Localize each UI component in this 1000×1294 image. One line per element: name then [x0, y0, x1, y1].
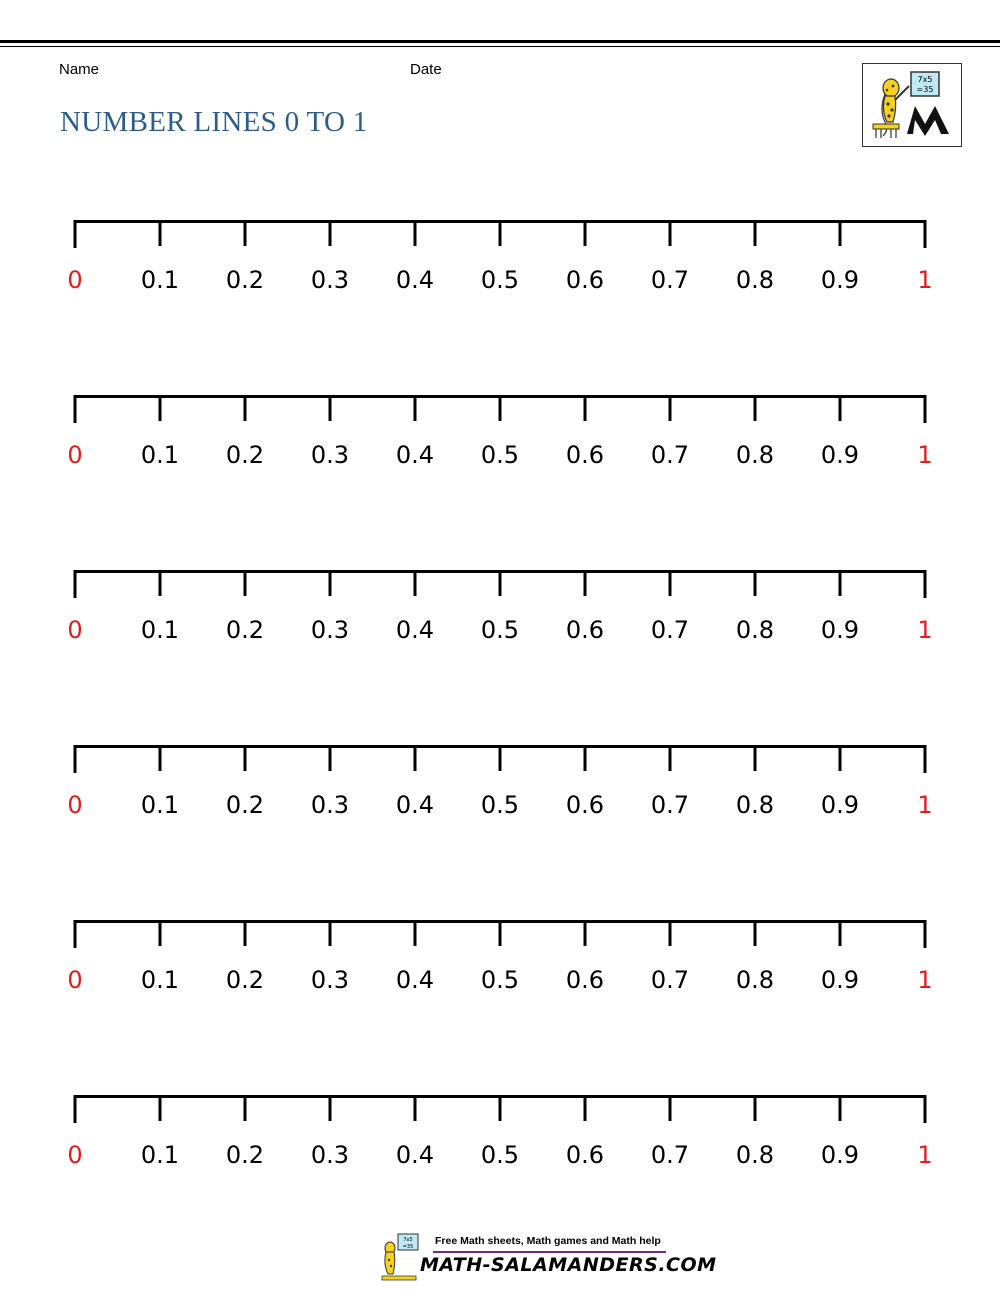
tick-label: 0.4: [395, 616, 435, 644]
endpoint-label: 0: [67, 441, 83, 469]
top-rule-thin: [0, 46, 1000, 47]
tick-label: 0.6: [565, 441, 605, 469]
footer-board-text-1: 7x5: [403, 1237, 413, 1243]
tick-label: 0.9: [820, 266, 860, 294]
tick-label: 0.9: [820, 616, 860, 644]
tick-label: 0.7: [650, 441, 690, 469]
tick-label: 0.8: [735, 1141, 775, 1169]
tick-label: 0.9: [820, 441, 860, 469]
name-label: Name: [59, 61, 100, 78]
footer-salamander-icon: [380, 1232, 420, 1284]
tick-label: 0.7: [650, 266, 690, 294]
tick-label: 0.8: [735, 791, 775, 819]
tick-label: 0.6: [565, 791, 605, 819]
tick-label: 0.2: [225, 1141, 265, 1169]
tick-label: 0.4: [395, 966, 435, 994]
tick-label: 0.8: [735, 616, 775, 644]
tick-label: 0.7: [650, 616, 690, 644]
board-text-1: 7x5: [917, 75, 933, 84]
tick-label: 0.1: [140, 966, 180, 994]
footer-logo: [380, 1232, 717, 1284]
number-line: [0, 745, 1000, 825]
tick-label: 0.4: [395, 441, 435, 469]
tick-label: 0.2: [225, 266, 265, 294]
endpoint-label: 0: [67, 966, 83, 994]
tick-label: 0.5: [480, 616, 520, 644]
salamander-logo: [862, 63, 962, 147]
endpoint-label: 1: [917, 966, 933, 994]
tick-label: 0.8: [735, 266, 775, 294]
tick-label: 0.1: [140, 441, 180, 469]
tick-label: 0.6: [565, 1141, 605, 1169]
footer-underline: [433, 1251, 666, 1253]
tick-label: 0.6: [565, 616, 605, 644]
footer-wordmark: MATH-SALAMANDERS.COM: [420, 1254, 717, 1276]
tick-label: 0.9: [820, 791, 860, 819]
tick-label: 0.7: [650, 1141, 690, 1169]
endpoint-label: 0: [67, 266, 83, 294]
tick-label: 0.3: [310, 441, 350, 469]
date-label: Date: [410, 61, 442, 78]
tick-label: 0.6: [565, 266, 605, 294]
number-line: [0, 1095, 1000, 1175]
tick-label: 0.1: [140, 616, 180, 644]
tick-label: 0.3: [310, 1141, 350, 1169]
endpoint-label: 1: [917, 616, 933, 644]
endpoint-label: 0: [67, 616, 83, 644]
endpoint-label: 1: [917, 441, 933, 469]
tick-label: 0.1: [140, 1141, 180, 1169]
tick-label: 0.5: [480, 441, 520, 469]
number-line: [0, 920, 1000, 1000]
tick-label: 0.7: [650, 966, 690, 994]
tick-label: 0.5: [480, 1141, 520, 1169]
tick-label: 0.9: [820, 1141, 860, 1169]
endpoint-label: 1: [917, 266, 933, 294]
tick-label: 0.3: [310, 791, 350, 819]
tick-label: 0.4: [395, 1141, 435, 1169]
board-text-2: =35: [916, 85, 934, 94]
endpoint-label: 1: [917, 791, 933, 819]
tick-label: 0.4: [395, 791, 435, 819]
tick-label: 0.7: [650, 791, 690, 819]
tick-label: 0.5: [480, 266, 520, 294]
tick-label: 0.2: [225, 966, 265, 994]
number-line: [0, 220, 1000, 300]
tick-label: 0.5: [480, 791, 520, 819]
tick-label: 0.2: [225, 441, 265, 469]
footer-board-text-2: =35: [402, 1244, 414, 1250]
tick-label: 0.3: [310, 966, 350, 994]
endpoint-label: 0: [67, 791, 83, 819]
top-rule: [0, 40, 1000, 43]
endpoint-label: 0: [67, 1141, 83, 1169]
footer-tagline: Free Math sheets, Math games and Math help: [435, 1235, 661, 1247]
salamander-teacher-icon: [863, 64, 961, 146]
tick-label: 0.9: [820, 966, 860, 994]
tick-label: 0.4: [395, 266, 435, 294]
tick-label: 0.2: [225, 616, 265, 644]
endpoint-label: 1: [917, 1141, 933, 1169]
page-title: NUMBER LINES 0 TO 1: [60, 106, 368, 138]
number-line: [0, 395, 1000, 475]
tick-label: 0.8: [735, 966, 775, 994]
tick-label: 0.5: [480, 966, 520, 994]
tick-label: 0.6: [565, 966, 605, 994]
tick-label: 0.1: [140, 266, 180, 294]
tick-label: 0.8: [735, 441, 775, 469]
tick-label: 0.1: [140, 791, 180, 819]
tick-label: 0.3: [310, 616, 350, 644]
tick-label: 0.2: [225, 791, 265, 819]
tick-label: 0.3: [310, 266, 350, 294]
number-line: [0, 570, 1000, 650]
